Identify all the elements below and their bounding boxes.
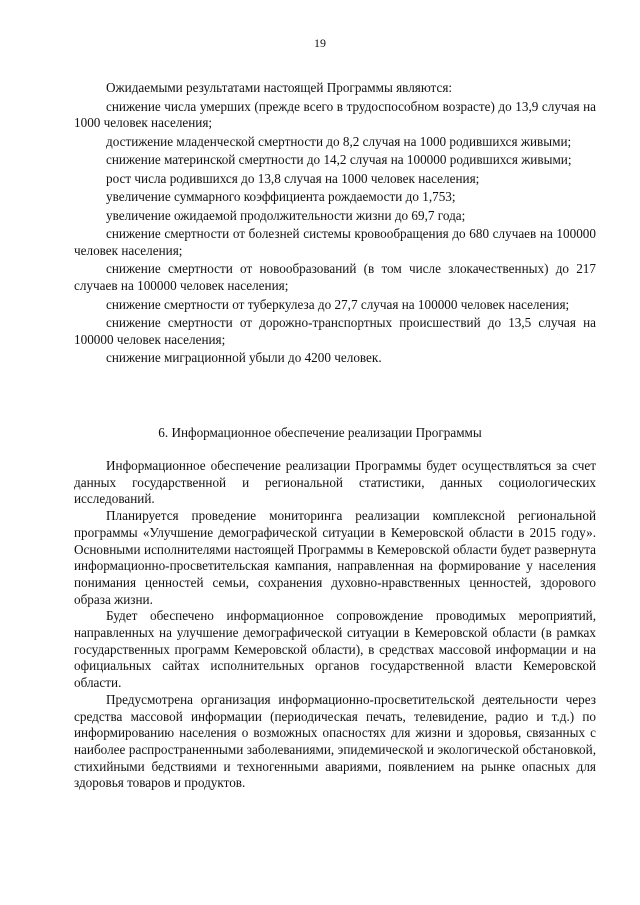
information-support-block — [74, 458, 596, 792]
section-paragraph: Будет обеспечено информационное сопровождение проводимых мероприятий, направленных на улучшение демографической ситуации в Кемеровской области (в рамках государственных программ Кемеровской области), в средствах массовой информации и на официальных сайтах исполнительных органов государственной власти Кемеровской области. — [74, 608, 596, 691]
result-item: снижение миграционной убыли до 4200 человек. — [106, 350, 382, 366]
result-item: достижение младенческой смертности до 8,2 случая на 1000 родившихся живыми; — [106, 133, 572, 149]
result-item: снижение смертности от новообразований (в том числе злокачественных) до 217 случаев на 100000 человек населения; — [74, 261, 596, 294]
result-item: увеличение ожидаемой продолжительности жизни до 69,7 года; — [106, 207, 466, 223]
result-item: снижение числа умерших (прежде всего в трудоспособном возрасте) до 13,9 случая на 1000 человек населения; — [74, 98, 596, 131]
result-item: снижение смертности от дорожно-транспортных происшествий до 13,5 случая на 100000 человек населения; — [74, 315, 596, 347]
expected-results-block — [74, 80, 596, 367]
result-item: снижение материнской смертности до 14,2 случая на 100000 родившихся живыми; — [106, 152, 572, 168]
results-intro: Ожидаемыми результатами настоящей Программы являются: — [106, 80, 453, 95]
section-paragraph: Планируется проведение мониторинга реализации комплексной региональной программы «Улучшение демографической ситуации в Кемеровской области в 2015 году». Основными исполнителями настоящей Программы в Кемеровской области будет развернута информационно-просветительская кампания, направленная на формирование у населения понимания ценностей семьи, сохранения духовно-нравственных ценностей, здорового образа жизни. — [74, 508, 596, 607]
result-item: снижение смертности от туберкулеза до 27,7 случая на 100000 человек населения; — [106, 296, 570, 312]
result-item: снижение смертности от болезней системы кровообращения до 680 случаев на 100000 человек населения; — [74, 226, 596, 258]
section-title: 6. Информационное обеспечение реализации Программы — [158, 425, 482, 440]
section-paragraph: Предусмотрена организация информационно-просветительской деятельности через средства массовой информации (периодическая печать, телевидение, радио и т.д.) по информированию населения о возможных опасностях для жизни и здоровья, связанных с наиболее распространенными заболеваниями, эпидемической и экологической обстановкой, стихийными бедствиями и техногенными авариями, появлением на рынке опасных для здоровья товаров и продуктов. — [74, 691, 596, 791]
page-number: 19 — [314, 36, 326, 50]
section-paragraph: Информационное обеспечение реализации Программы будет осуществляться за счет данных государственной и региональной статистики, данных социологических исследований. — [74, 458, 596, 507]
result-item: рост числа родившихся до 13,8 случая на 1000 человек населения; — [106, 170, 480, 186]
result-item: увеличение суммарного коэффициента рождаемости до 1,753; — [106, 189, 456, 205]
